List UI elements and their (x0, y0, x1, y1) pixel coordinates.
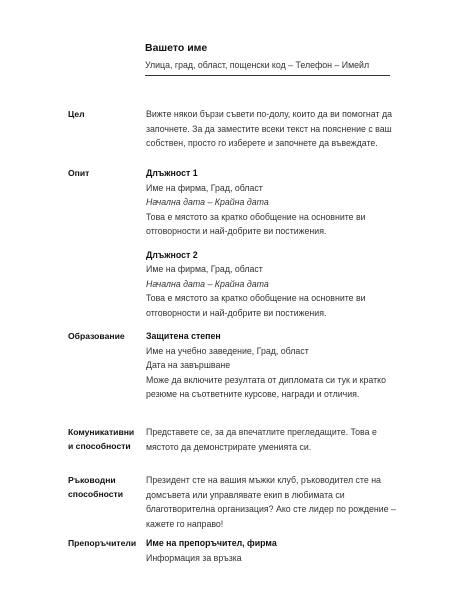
job-summary[interactable]: Това е мястото за кратко обобщение на основните ви отговорности и най-добрите ви постижения. (146, 293, 366, 318)
education-label: Образование (68, 331, 125, 341)
education-details[interactable]: Може да включите резултата от дипломата си тук и кратко резюме на съответните курсове, награди и отличия. (146, 374, 386, 399)
communication-label: Комуникативни и способности (68, 427, 135, 451)
experience-label: Опит (68, 168, 90, 178)
job-company[interactable]: Име на фирма, Град, област (146, 264, 263, 274)
degree-title[interactable]: Защитена степен (146, 331, 221, 341)
references-content (146, 536, 396, 565)
leadership-content (146, 473, 396, 531)
reference-contact[interactable]: Информация за връзка (146, 552, 242, 563)
graduation-date[interactable]: Дата на завършване (146, 360, 231, 370)
objective-label: Цел (68, 109, 85, 119)
job-company[interactable]: Име на фирма, Град, област (146, 182, 263, 193)
resume-name[interactable]: Вашето име (145, 42, 208, 54)
resume-header (145, 42, 390, 76)
job-dates[interactable]: Начална дата – Крайна дата (146, 278, 269, 289)
objective-content (146, 107, 396, 151)
job-summary[interactable]: Това е мястото за кратко обобщение на основните ви отговорности и най-добрите ви постижения. (146, 211, 366, 236)
references-label: Препоръчители (68, 538, 137, 548)
job-dates[interactable]: Начална дата – Крайна дата (146, 197, 269, 207)
job-title[interactable]: Длъжност 2 (146, 249, 198, 260)
objective-text[interactable]: Вижте някои бързи съвети по-долу, които да ви помогнат да започнете. За да заместите всеки текст на пояснение с ваш собствен, просто го изберете и започнете да въвеждате. (146, 109, 392, 148)
spacer (146, 239, 396, 248)
communication-text[interactable]: Представете се, за да впечатлите прегледащите. Това е мястото да демонстрирате уменията си. (146, 427, 377, 452)
job-title[interactable]: Длъжност 1 (146, 168, 198, 178)
education-content (146, 329, 396, 402)
experience-content (146, 166, 396, 320)
leadership-text[interactable]: Президент сте на вашия мъжки клуб, ръководител сте на домсъвета или управлявате екип в любимата си благотворителна организация? Ако сте лидер по рождение – кажете го направо! (146, 475, 396, 529)
school-name[interactable]: Име на учебно заведение, Град, област (146, 345, 309, 356)
communication-content (146, 425, 396, 454)
reference-name[interactable]: Име на препоръчител, фирма (146, 538, 277, 548)
contact-info[interactable]: Улица, град, област, пощенски код – Телефон – Имейл (145, 60, 390, 76)
leadership-label: Ръководни способности (68, 475, 124, 499)
